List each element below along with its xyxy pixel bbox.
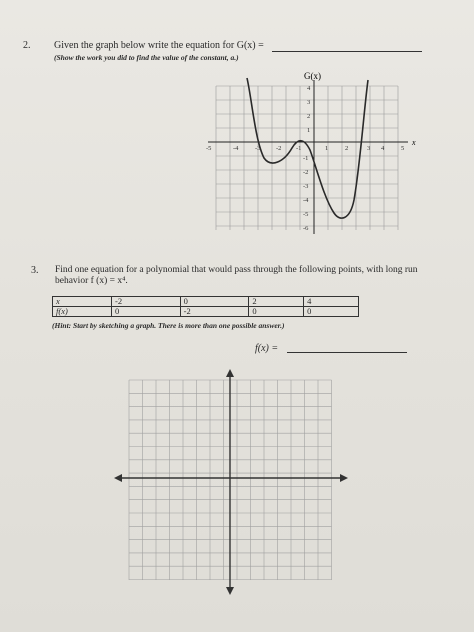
sketch-x-arrow-right-icon [340,474,348,482]
table-row [53,307,359,317]
g-x-tick: -2 [276,145,282,152]
question-2-answer-line [272,51,422,52]
table-cell: -2 [112,297,181,307]
table-cell: 4 [304,297,359,307]
g-y-tick: -6 [303,225,309,232]
table-cell: 0 [180,297,249,307]
table-x-header: x [53,297,112,307]
g-y-tick: 1 [307,127,311,134]
question-2-instruction: (Show the work you did to find the value of the constant, a.) [54,53,239,62]
question-3-answer-line [287,352,407,353]
g-x-tick: 5 [401,145,405,152]
question-2-prompt: Given the graph below write the equation for G(x) = [54,40,264,51]
sketch-y-arrow-down-icon [226,587,234,595]
question-3-prompt-line2: behavior f (x) = x⁴. [55,276,128,286]
g-y-tick: -4 [303,197,309,204]
table-cell: 0 [112,307,181,317]
sketch-grid [112,368,352,596]
sketch-x-arrow-left-icon [114,474,122,482]
g-x-tick: -5 [206,145,212,152]
g-y-tick: -3 [303,183,309,190]
table-cell: -2 [180,307,249,317]
table-cell: 0 [249,307,304,317]
g-x-tick: -4 [233,145,239,152]
g-x-tick: 3 [367,145,371,152]
g-of-x-graph [200,70,430,250]
table-cell: 0 [304,307,359,317]
table-fx-header: f(x) [53,307,112,317]
g-x-tick: -3 [255,145,261,152]
g-y-tick: -1 [303,155,309,162]
g-y-tick: 3 [307,99,311,106]
table-cell: 2 [249,297,304,307]
question-3-prompt-line1: Find one equation for a polynomial that would pass through the following points, with long run [55,265,418,275]
g-x-tick: 1 [325,145,329,152]
table-row [53,297,359,307]
question-3-answer-label: f(x) = [255,343,279,354]
g-y-tick: 4 [307,85,311,92]
g-y-tick: -5 [303,211,309,218]
g-y-tick: -2 [303,169,309,176]
g-x-tick: 2 [345,145,349,152]
g-graph-title: G(x) [304,71,321,81]
question-3-hint: (Hint: Start by sketching a graph. There is more than one possible answer.) [52,321,285,330]
g-x-tick: 4 [381,145,385,152]
g-x-axis-label: x [412,138,416,147]
question-2-number: 2. [23,40,31,51]
g-x-tick: -1 [296,145,302,152]
points-table [52,296,359,317]
question-3-number: 3. [31,265,39,276]
g-y-tick: 2 [307,113,311,120]
sketch-y-arrow-up-icon [226,369,234,377]
